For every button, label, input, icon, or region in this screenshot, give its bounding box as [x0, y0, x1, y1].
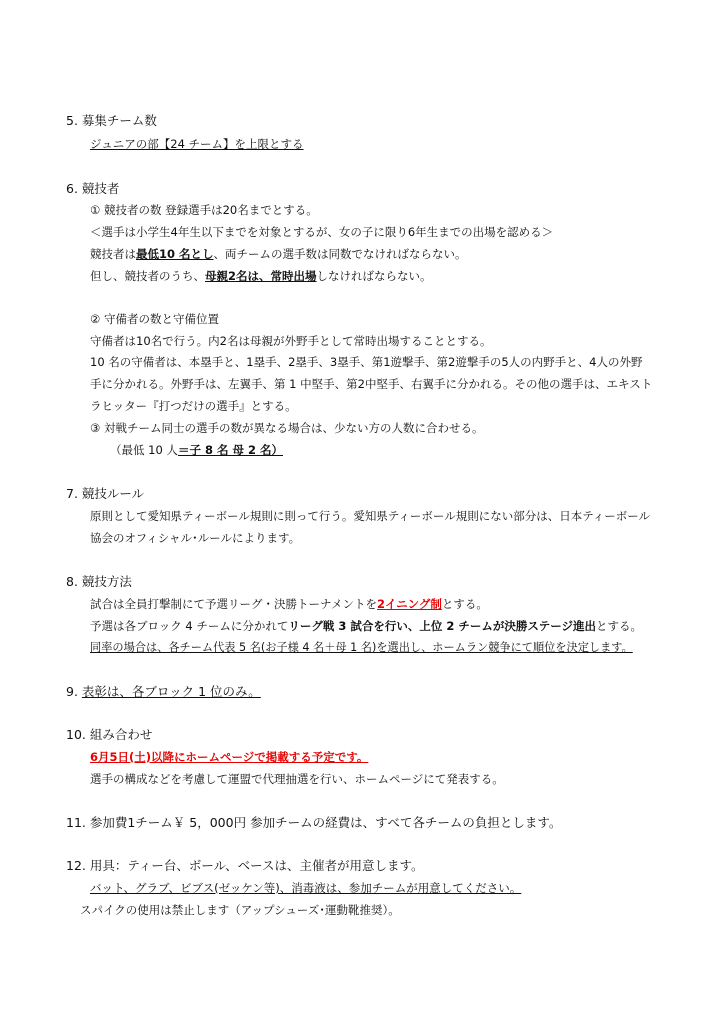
section-8-title: 8. 競技方法 [66, 574, 132, 589]
section-10-title: 10. 組み合わせ [66, 727, 153, 742]
section-11: 11. 参加費1チーム￥ 5，000円 参加チームの経費は、すべて各チームの負担とします。 [66, 815, 562, 830]
s8-p1-c: とする。 [441, 597, 488, 611]
section-12-title: 12. 用具：ティー台、ボール、ベースは、主催者が用意します。 [66, 858, 424, 873]
s9-num: 9. [66, 684, 82, 699]
s6-item3-min [110, 442, 283, 458]
s8-p3: 同率の場合は、各チーム代表 5 名(お子様 4 名＋母 1 名)を選出し、ホームラン競争にて順位を決定します。 [90, 641, 633, 654]
s7-p1: 原則として愛知県ティーボール規則に則って行う。愛知県ティーボール規則にない部分は、日本ティーボール [90, 509, 651, 523]
s6-min-a: （最低 10 人 [110, 443, 178, 457]
s7-p2: 協会のオフィシャル･ルールによります。 [90, 531, 301, 545]
section-7-title: 7. 競技ルール [66, 486, 145, 501]
section-5-text: ジュニアの部【24 チーム】を上限とする [90, 137, 304, 151]
s6-item2-p1: 守備者は10名で行う。内2名は母親が外野手として常時出場することとする。 [90, 334, 492, 348]
s6-l2-c: しなければならない。 [316, 269, 432, 283]
s8-p2-c: とする。 [595, 619, 642, 633]
section-9 [66, 684, 261, 700]
s12-p1: バット、グラブ、ビブス(ゼッケン等)、消毒液は、参加チームが用意してください。 [90, 881, 522, 895]
s6-item1-title: ① 競技者の数 登録選手は20名までとする。 [90, 203, 318, 217]
s6-item2-p3: 手に分かれる。外野手は、左翼手、第 1 中堅手、第2中堅手、右翼手に分かれる。その他の選手は、エキスト [90, 377, 653, 391]
s8-p1 [90, 596, 488, 612]
s6-l1-c: 、両チームの選手数は同数でなければならない。 [213, 247, 467, 261]
s6-item3-title: ③ 対戦チーム同士の選手の数が異なる場合は、少ない方の人数に合わせる。 [90, 421, 484, 435]
s6-item1-line2 [90, 268, 432, 284]
section-5-title: 5. 募集チーム数 [66, 113, 157, 128]
s8-p1-a: 試合は全員打撃制にて予選リーグ・決勝トーナメントを [90, 597, 378, 611]
s6-l2-b: 母親2名は、常時出場 [205, 269, 317, 283]
section-6-title: 6. 競技者 [66, 181, 120, 196]
s10-p: 選手の構成などを考慮して運盟で代理抽選を行い、ホームページにて発表する。 [90, 772, 504, 786]
s9-text: 表彰は、各ブロック 1 位のみ。 [81, 684, 261, 699]
s8-p2-b: リーグ戦 3 試合を行い、上位 2 チームが決勝ステージ進出 [288, 619, 596, 633]
s6-l1-a: 競技者は [90, 247, 136, 261]
s6-l2-a: 但し、競技者のうち、 [90, 269, 205, 283]
s12-p2: スパイクの使用は禁止します（アップシューズ･運動靴推奨）。 [80, 903, 400, 917]
s6-min-b: ＝子 8 名 母 2 名） [177, 443, 283, 457]
s6-item2-p2: 10 名の守備者は、本塁手と、1塁手、2塁手、3塁手、第1遊撃手、第2遊撃手の5人の内野手と、4人の外野 [90, 355, 643, 369]
s10-red-notice: 6月5日(土)以降にホームページで掲載する予定です。 [90, 750, 369, 764]
s6-item1-line1 [90, 246, 467, 262]
s6-item1-note: ＜選手は小学生4年生以下までを対象とするが、女の子に限り6年生までの出場を認める＞ [90, 225, 554, 239]
s6-item2-title: ② 守備者の数と守備位置 [90, 312, 219, 326]
s6-item2-p4: ラヒッター『打つだけの選手』とする。 [90, 399, 297, 413]
s8-p2-a: 予選は各ブロック 4 チームに分かれて [90, 619, 289, 633]
s6-l1-b: 最低10 名とし [136, 247, 214, 261]
s8-p2 [90, 618, 642, 634]
s8-p1-b: 2イニング制 [377, 597, 442, 611]
